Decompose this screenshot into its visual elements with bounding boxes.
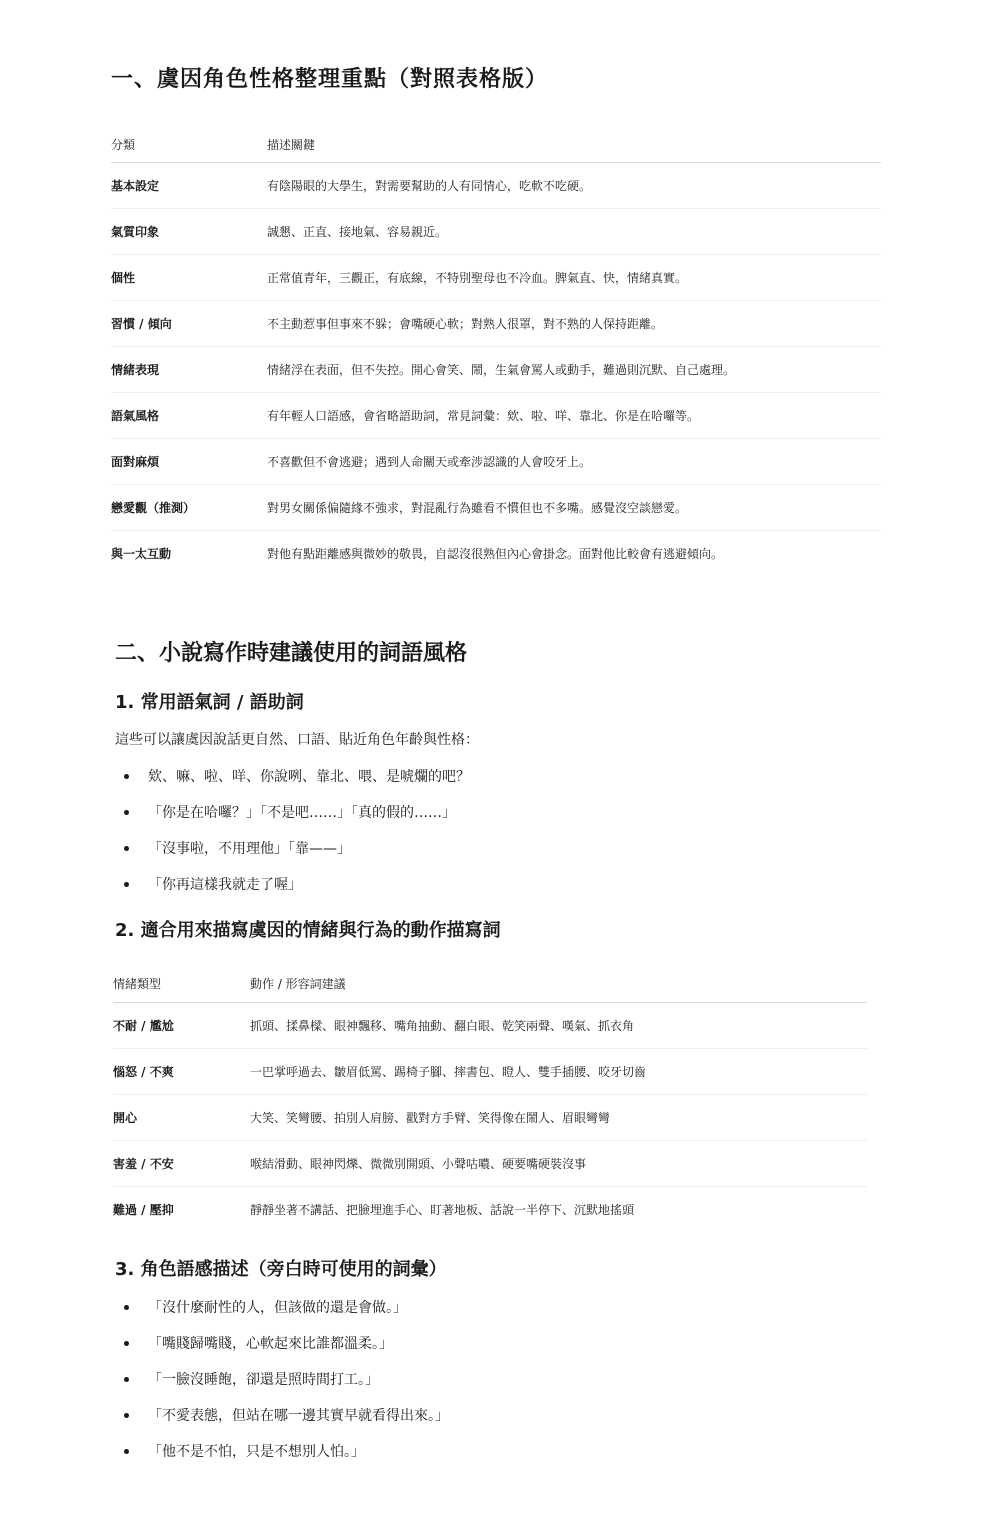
bullet-icon — [124, 1413, 129, 1418]
list-item-text: 「你再這樣我就走了喔」 — [148, 877, 302, 893]
list-item-text: 「不愛表態，但站在哪一邊其實早就看得出來。」 — [148, 1408, 449, 1424]
row-emotion: 害羞 / 不安 — [113, 1157, 174, 1171]
row-emotion: 開心 — [113, 1111, 138, 1125]
row-category: 氣質印象 — [111, 225, 160, 239]
bullet-icon — [124, 1377, 129, 1382]
row-category: 基本設定 — [111, 179, 160, 193]
list-item — [115, 1361, 449, 1397]
row-description: 有年輕人口語感，會省略語助詞，常見詞彙：欸、啦、咩、靠北、你是在哈囉等。 — [267, 409, 700, 423]
table-row — [111, 531, 881, 576]
header-action-suggestions: 動作 / 形容詞建議 — [250, 977, 346, 991]
row-description: 誠懇、正直、接地氣、容易親近。 — [267, 225, 448, 239]
table-row — [111, 439, 881, 485]
section2-title: 二、小說寫作時建議使用的詞語風格 — [115, 641, 468, 666]
table-header-row — [113, 965, 867, 1003]
table-row — [113, 1141, 867, 1187]
row-emotion: 不耐 / 尷尬 — [113, 1019, 174, 1033]
bullet-icon — [124, 1305, 129, 1310]
list-item — [115, 758, 470, 794]
row-description: 情緒浮在表面，但不失控。開心會笑、鬧，生氣會罵人或動手，難過則沉默、自己處理。 — [267, 363, 736, 377]
row-emotion: 難過 / 壓抑 — [113, 1203, 174, 1217]
row-actions: 靜靜坐著不講話、把臉埋進手心、盯著地板、話說一半停下、沉默地搖頭 — [250, 1203, 635, 1217]
table-row — [111, 485, 881, 531]
list-item-text: 「沒事啦，不用理他」「靠——」 — [148, 841, 351, 857]
table-row — [113, 1049, 867, 1095]
subsection3-title: 3. 角色語感描述（旁白時可使用的詞彙） — [115, 1259, 447, 1280]
row-category: 語氣風格 — [111, 409, 160, 423]
bullet-icon — [124, 882, 129, 887]
bullet-icon — [124, 1449, 129, 1454]
header-emotion-type: 情緒類型 — [113, 977, 162, 991]
row-emotion: 惱怒 / 不爽 — [113, 1065, 174, 1079]
list-item-text: 欸、嘛、啦、咩、你說咧、靠北、喂、是唬爛的吧？ — [148, 769, 470, 785]
row-description: 不主動惹事但事來不躲；會嘴硬心軟；對熟人很罩，對不熟的人保持距離。 — [267, 317, 664, 331]
row-description: 對他有點距離感與微妙的敬畏，自認沒很熟但內心會掛念。面對他比較會有逃避傾向。 — [267, 547, 724, 561]
list-item-text: 「你是在哈囉？」「不是吧……」「真的假的……」 — [148, 805, 456, 821]
table-row — [111, 393, 881, 439]
bullet-icon — [124, 1341, 129, 1346]
table-row — [111, 255, 881, 301]
bullet-icon — [124, 810, 129, 815]
list-item — [115, 1433, 449, 1469]
header-description: 描述關鍵 — [267, 137, 316, 152]
particles-list — [115, 758, 470, 902]
bullet-icon — [124, 846, 129, 851]
list-item — [115, 1289, 449, 1325]
table-header-row — [111, 126, 881, 163]
list-item — [115, 830, 470, 866]
list-item — [115, 1397, 449, 1433]
character-traits-table — [111, 126, 881, 576]
header-category: 分類 — [111, 137, 136, 152]
row-actions: 抓頭、揉鼻樑、眼神飄移、嘴角抽動、翻白眼、乾笑兩聲、嘆氣、抓衣角 — [250, 1019, 635, 1033]
list-item — [115, 866, 470, 902]
table-row — [111, 163, 881, 209]
subsection1-intro: 這些可以讓虞因說話更自然、口語、貼近角色年齡與性格： — [115, 732, 479, 748]
table-row — [113, 1003, 867, 1049]
section1-title: 一、虞因角色性格整理重點（對照表格版） — [111, 67, 549, 92]
row-actions: 喉結滑動、眼神閃爍、微微別開頭、小聲咕噥、硬要嘴硬裝沒事 — [250, 1157, 587, 1171]
row-description: 正常值青年，三觀正，有底線，不特別聖母也不冷血。脾氣直、快，情緒真實。 — [267, 271, 688, 285]
row-description: 對男女關係偏隨緣不強求，對混亂行為雖看不慣但也不多嘴。感覺沒空談戀愛。 — [267, 501, 688, 515]
row-description: 不喜歡但不會逃避；遇到人命關天或牽涉認識的人會咬牙上。 — [267, 455, 592, 469]
subsection1-title: 1. 常用語氣詞 / 語助詞 — [115, 692, 304, 713]
row-category: 習慣 / 傾向 — [111, 317, 172, 331]
list-item-text: 「嘴賤歸嘴賤，心軟起來比誰都溫柔。」 — [148, 1336, 393, 1352]
bullet-icon — [124, 774, 129, 779]
emotion-actions-table — [113, 965, 867, 1232]
row-category: 情緒表現 — [111, 363, 160, 377]
list-item — [115, 1325, 449, 1361]
table-row — [111, 209, 881, 255]
row-category: 戀愛觀（推測） — [111, 501, 196, 515]
table-row — [113, 1095, 867, 1141]
row-category: 個性 — [111, 271, 136, 285]
list-item-text: 「沒什麼耐性的人，但該做的還是會做。」 — [148, 1300, 407, 1316]
row-actions: 一巴掌呼過去、皺眉低罵、踢椅子腳、摔書包、瞪人、雙手插腰、咬牙切齒 — [250, 1065, 647, 1079]
table-row — [111, 301, 881, 347]
narration-phrases-list — [115, 1289, 449, 1469]
row-actions: 大笑、笑彎腰、拍別人肩膀、戳對方手臂、笑得像在鬧人、眉眼彎彎 — [250, 1111, 611, 1125]
row-category: 與一太互動 — [111, 547, 172, 561]
list-item-text: 「一臉沒睡飽，卻還是照時間打工。」 — [148, 1372, 379, 1388]
row-category: 面對麻煩 — [111, 455, 160, 469]
list-item-text: 「他不是不怕，只是不想別人怕。」 — [148, 1444, 365, 1460]
list-item — [115, 794, 470, 830]
subsection2-title: 2. 適合用來描寫虞因的情緒與行為的動作描寫詞 — [115, 920, 501, 941]
table-row — [111, 347, 881, 393]
table-row — [113, 1187, 867, 1232]
row-description: 有陰陽眼的大學生，對需要幫助的人有同情心，吃軟不吃硬。 — [267, 179, 592, 193]
